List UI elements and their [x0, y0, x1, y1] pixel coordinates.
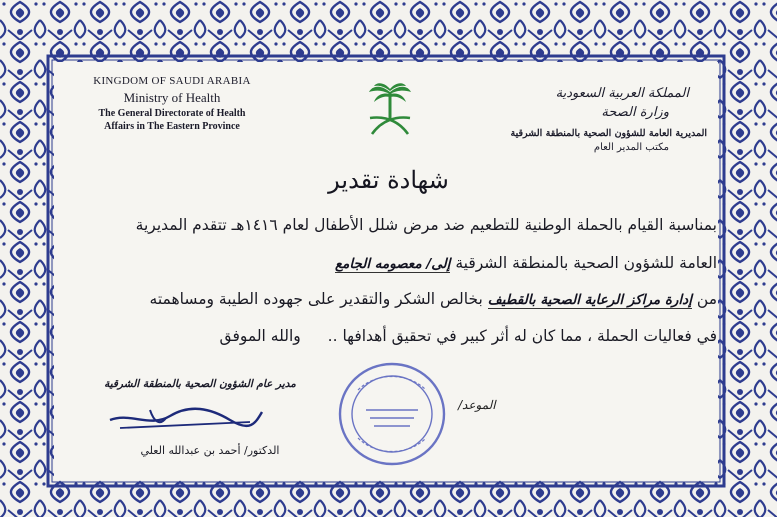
closing-phrase: والله الموفق	[219, 327, 301, 345]
ministry-title-en: Ministry of Health	[123, 90, 221, 105]
recipient-name: إلى/ معصومه الجامع	[334, 256, 451, 272]
directorate-title-ar: المديرية العامة للشؤون الصحية بالمنطقة الشرقية	[510, 128, 707, 139]
official-stamp	[336, 360, 448, 468]
kingdom-title-en: KINGDOM OF SAUDI ARABIA	[93, 75, 251, 87]
body-line-4	[220, 327, 717, 345]
signer-name: الدكتور/ أحمد بن عبدالله العلي	[140, 444, 280, 457]
body-line-1: بمناسبة القيام بالحملة الوطنية للتطعيم ضد مرض شلل الأطفال لعام ١٤١٦هـ تتقدم المديرية	[135, 216, 717, 234]
department-name: إدارة مراكز الرعاية الصحية بالقطيف	[487, 292, 692, 308]
body-line-3-text: بخالص الشكر والتقدير على جهوده الطيبة ومساهمته	[149, 290, 483, 308]
saudi-emblem-icon	[366, 80, 414, 138]
body-line-3-from: من	[696, 290, 717, 308]
arabic-header	[497, 86, 707, 153]
certificate-title: شهادة تقدير	[328, 166, 449, 194]
directorate-title-en: The General Directorate of Health	[98, 108, 246, 119]
body-line-2-text: العامة للشؤون الصحية بالمنطقة الشرقية	[455, 254, 717, 272]
english-header	[72, 75, 272, 132]
office-title-ar: مكتب المدير العام	[593, 142, 669, 153]
body-line-3	[150, 290, 717, 309]
kingdom-title-ar: المملكة العربية السعودية	[555, 86, 689, 101]
body-line-2	[335, 254, 717, 273]
body-line-4-text: في فعاليات الحملة ، مما كان له أثر كبير في تحقيق أهدافها ..	[327, 327, 717, 345]
handwritten-signature	[90, 398, 270, 438]
date-note: الموعد/	[458, 398, 496, 412]
province-title-en: Affairs in The Eastern Province	[104, 121, 240, 132]
ministry-title-ar: وزارة الصحة	[601, 105, 669, 120]
signer-title: مدير عام الشؤون الصحية بالمنطقة الشرقية	[104, 378, 296, 390]
